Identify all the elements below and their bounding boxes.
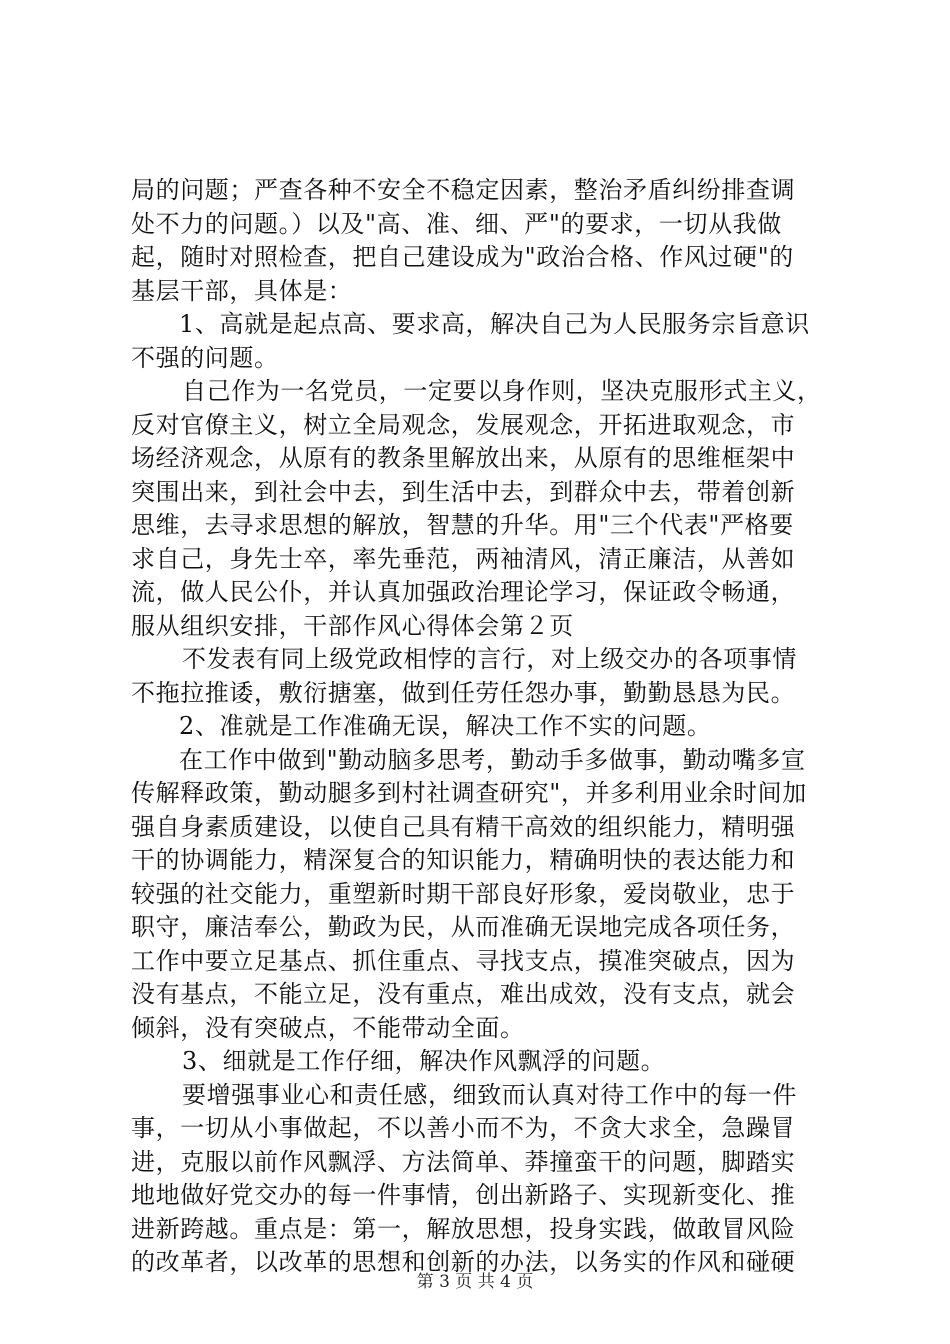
page-footer: 第 3 页 共 4 页: [416, 1272, 534, 1292]
body-text-line: 不发表有同上级党政相悖的言行，对上级交办的各项事情: [182, 645, 797, 673]
body-text-line: 反对官僚主义，树立全局观念，发展观念，开拓进取观念，市: [131, 410, 796, 439]
body-text-line: 地地做好党交办的每一件事情，创出新路子、实现新变化、推: [131, 1181, 796, 1209]
body-text-line: 局的问题；严查各种不安全不稳定因素，整治矛盾纠纷排查调: [131, 176, 796, 204]
body-text-line: 场经济观念，从原有的教条里解放出来，从原有的思维框架中: [131, 444, 796, 472]
body-text-line: 自己作为一名党员，一定要以身作则，坚决克服形式主义，: [182, 377, 822, 405]
body-text-line: 3、细就是工作仔细，解决作风飘浮的问题。: [182, 1047, 666, 1075]
body-text-line: 流，做人民公仆，并认真加强政治理论学习，保证政令畅通，: [131, 578, 796, 606]
body-text-line: 1、高就是起点高、要求高，解决自己为人民服务宗旨意识: [179, 310, 810, 338]
body-text-line: 不强的问题。: [131, 343, 279, 372]
body-text-line: 工作中要立足基点、抓住重点、寻找支点，摸准突破点，因为: [131, 946, 796, 975]
body-text-line: 要增强事业心和责任感，细致而认真对待工作中的每一件: [182, 1080, 797, 1109]
body-text-line: 不拖拉推诿，敷衍搪塞，做到任劳任怨办事，勤勤恳恳为民。: [131, 678, 796, 707]
body-text-line: 思维，去寻求思想的解放，智慧的升华。用"三个代表"严格要: [131, 511, 794, 539]
body-text-line: 强自身素质建设，以使自己具有精干高效的组织能力，精明强: [131, 812, 796, 841]
body-text-line: 处不力的问题。）以及"高、准、细、严"的要求，一切从我做: [131, 209, 782, 238]
body-text-line: 倾斜，没有突破点，不能带动全面。: [131, 1013, 525, 1042]
body-text-line: 没有基点，不能立足，没有重点，难出成效，没有支点，就会: [131, 980, 796, 1008]
body-text-line: 2、准就是工作准确无误，解决工作不实的问题。: [179, 712, 712, 740]
body-text-line: 较强的社交能力，重塑新时期干部良好形象，爱岗敬业，忠于: [131, 879, 796, 908]
body-text-line: 进，克服以前作风飘浮、方法简单、莽撞蛮干的问题，脚踏实: [131, 1147, 796, 1176]
body-text-line: 服从组织安排，干部作风心得体会第２页: [131, 611, 574, 640]
body-text-line: 干的协调能力，精深复合的知识能力，精确明快的表达能力和: [131, 846, 796, 874]
body-text-line: 基层干部，具体是：: [131, 276, 353, 305]
body-text-line: 事，一切从小事做起，不以善小而不为，不贪大求全，急躁冒: [131, 1114, 796, 1142]
document-body: [131, 174, 827, 1280]
body-text-line: 求自己，身先士卒，率先垂范，两袖清风，清正廉洁，从善如: [131, 544, 796, 573]
body-text-line: 的改革者，以改革的思想和创新的办法，以务实的作风和碰硬: [131, 1248, 796, 1276]
body-text-line: 进新跨越。重点是：第一，解放思想，投身实践，做敢冒风险: [131, 1214, 796, 1243]
body-text-line: 突围出来，到社会中去，到生活中去，到群众中去，带着创新: [131, 477, 796, 506]
body-text-line: 传解释政策，勤动腿多到村社调查研究"，并多利用业余时间加: [131, 779, 807, 807]
body-text-line: 在工作中做到"勤动脑多思考，勤动手多做事，勤动嘴多宣: [179, 745, 806, 774]
body-text-line: 起，随时对照检查，把自己建设成为"政治合格、作风过硬"的: [131, 243, 794, 271]
body-text-line: 职守，廉洁奉公，勤政为民，从而准确无误地完成各项任务，: [131, 913, 796, 941]
